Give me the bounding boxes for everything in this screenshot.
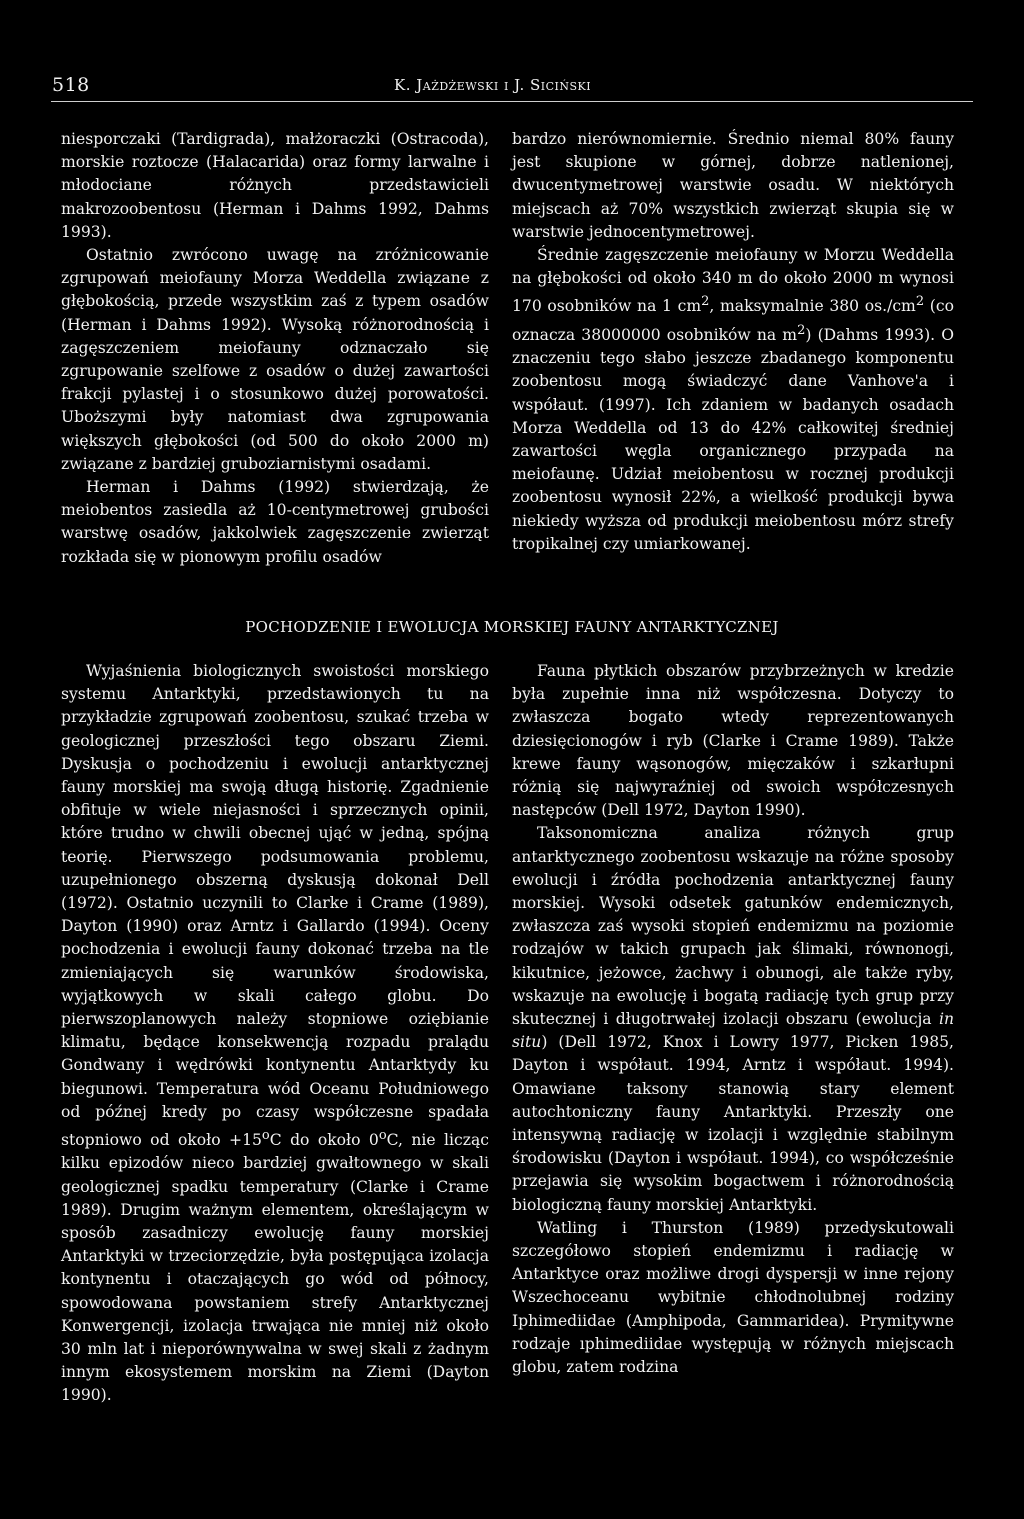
text-run: Taksonomiczna analiza różnych grup antarktycznego zoobentosu wskazuje na różne sposoby ewolucji i źródła pochodzenia antarktycznej fauny morskiej. Wysoki odsetek gatunków endemicznych, zwłaszcza zaś wysoki stopień endemizmu na poziomie rodzajów w takich grupach jak ślimaki, równonogi, kikutnice, jeżowce, żachwy i obunogi, ale także ryby, wskazuje na ewolucję i bogatą radiację tych grup przy skutecznej i długotrwałej izolacji obszaru (ewolucja [512, 824, 954, 1029]
bottom-left-column [61, 660, 489, 1408]
paragraph [512, 822, 954, 1216]
paragraph: bardzo nierównomiernie. Średnio niemal 80% fauny jest skupione w górnej, dobrze natlenionej, dwucentymetrowej warstwie osadu. W niektórych miejscach aż 70% wszystkich zwierząt skupia się w warstwie jednocentymetrowej. [512, 130, 954, 241]
text-run: ) (Dell 1972, Knox i Lowry 1977, Picken 1985, Dayton i współaut. 1994, Arntz i współaut. 1994). Omawiane taksony stanowią stary element autochtoniczny fauny Antarktyki. Przeszły one intensywną radiację w izolacji i względnie stabilnym środowisku (Dayton i współaut. 1994), co współcześnie przejawia się wysokim bogactwem i różnorodnością biologiczną fauny morskiej Antarktyki. [512, 1033, 954, 1214]
section-heading: POCHODZENIE I EWOLUCJA MORSKIEJ FAUNY ANTARKTYCZNEJ [245, 618, 779, 636]
top-right-column [512, 128, 954, 556]
bottom-right-column [512, 660, 954, 1379]
paragraph: Fauna płytkich obszarów przybrzeżnych w kredzie była zupełnie inna niż współczesna. Dotyczy to zwłaszcza bogato wtedy reprezentowanych dziesięcionogów i ryb (Clarke i Crame 1989). Także krewe fauny wąsonogów, mięczaków i szkarłupni różnią się najwyraźniej od swoich współczesnych następców (Dell 1972, Dayton 1990). [512, 662, 954, 820]
paragraph [512, 244, 954, 556]
paragraph: niesporczaki (Tardigrada), małżoraczki (Ostracoda), morskie roztocze (Halacarida) oraz formy larwalne i młodociane różnych przedstawicieli makrozoobentosu (Herman i Dahms 1992, Dahms 1993). [61, 130, 489, 241]
text-run: (co oznacza 38000000 osobników na m [512, 297, 954, 344]
running-head: K. Jażdżewski i J. Siciński [394, 76, 592, 94]
text-run: C do około 0 [269, 1131, 379, 1150]
text-run: Średnie zagęszczenie meiofauny w Morzu Weddella na głębokości od około 340 m do około 2000 m wynosi 170 osobników na 1 cm [512, 246, 954, 316]
superscript: o [261, 1128, 270, 1144]
text-run: Wyjaśnienia biologicznych swoistości morskiego systemu Antarktyki, przedstawionych tu na przykładzie zgrupowań zoobentosu, szukać trzeba w geologicznej przeszłości tego obszaru Ziemi. Dyskusja o pochodzeniu i ewolucji antarktycznej fauny morskiej ma swoją długą historię. Zgadnienie obfituje w wiele niejasności i sprzecznych opinii, które trudno w chwili obecnej ująć w jedną, spójną teorię. Pierwszego podsumowania problemu, uzupełnionego obszerną dyskusją dokonał Dell (1972). Ostatnio uczynili to Clarke i Crame (1989), Dayton (1990) oraz Arntz i Gallardo (1994). Oceny pochodzenia i ewolucji fauny dokonać trzeba na tle zmieniających się warunków środowiska, wyjątkowych w skali całego globu. Do pierwszoplanowych należy stopniowe oziębianie klimatu, będące konsekwencją rozpadu pralądu Gondwany i wędrówki kontynentu Antarktydy ku biegunowi. Temperatura wód Oceanu Południowego od późnej kredy po czasy współczesne spadała stopniowo od około +15 [61, 662, 489, 1150]
top-left-column [61, 128, 489, 569]
text-run: C, nie licząc kilku epizodów nieco bardziej gwałtownego w skali geologicznej spadku temperatury (Clarke i Crame 1989). Drugim ważnym elementem, określającym w sposób zasadniczy ewolucję fauny morskiej Antarktyki w trzeciorzędzie, była postępująca izolacja kontynentu i otaczających go wód od północy, spowodowana powstaniem strefy Antarktycznej Konwergencji, izolacja trwająca nie mniej niż około 30 mln lat i nieporównywalna w swej skali z żadnym innym ekosystemem morskim na Ziemi (Dayton 1990). [61, 1131, 489, 1405]
text-run: , maksymalnie 380 os./cm [709, 297, 916, 316]
page-number: 518 [52, 74, 90, 96]
paragraph: Ostatnio zwrócono uwagę na zróżnicowanie zgrupowań meiofauny Morza Weddella związane z głębokością, przede wszystkim zaś z typem osadów (Herman i Dahms 1992). Wysoką różnorodnością i zagęszczeniem meiofauny odznaczało się zgrupowanie szelfowe z osadów o dużej zawartości frakcji pylastej i o stosunkowo dużej porowatości. Uboższymi były natomiast dwa zgrupowania większych głębokości (od 500 do około 2000 m) związane z bardziej gruboziarnistymi osadami. [61, 246, 489, 473]
superscript: 2 [701, 294, 710, 310]
header-rule [51, 101, 973, 102]
text-run: ) (Dahms 1993). O znaczeniu tego słabo jeszcze zbadanego komponentu zoobentosu mogą świadczyć dane Vanhove'a i współaut. (1997). Ich zdaniem w badanych osadach Morza Weddella od 13 do 42% całkowitej średniej zawartości węgla organicznego przypada na meiofaunę. Udział meiobentosu w rocznej produkcji zoobentosu wynosił 22%, a wielkość produkcji bywa niekiedy wyższa od produkcji meiobentosu mórz strefy tropikalnej czy umiarkowanej. [512, 326, 954, 553]
paragraph: Herman i Dahms (1992) stwierdzają, że meiobentos zasiedla aż 10-centymetrowej grubości warstwę osadów, jakkolwiek zagęszczenie zwierząt rozkłada się w pionowym profilu osadów [61, 478, 489, 566]
superscript: 2 [797, 322, 806, 338]
paragraph: Watling i Thurston (1989) przedyskutowali szczegółowo stopień endemizmu i radiację w Antarktyce oraz możliwe drogi dyspersji w inne rejony Wszechoceanu wybitnie chłodnolubnej rodziny Iphimediidae (Amphipoda, Gammaridea). Prymitywne rodzaje ıphimediidae występują w różnych miejscach globu, zatem rodzina [512, 1218, 954, 1377]
superscript: o [378, 1128, 387, 1144]
superscript: 2 [915, 294, 925, 310]
paragraph [61, 660, 489, 1408]
italic-term: in situ [512, 1010, 954, 1052]
